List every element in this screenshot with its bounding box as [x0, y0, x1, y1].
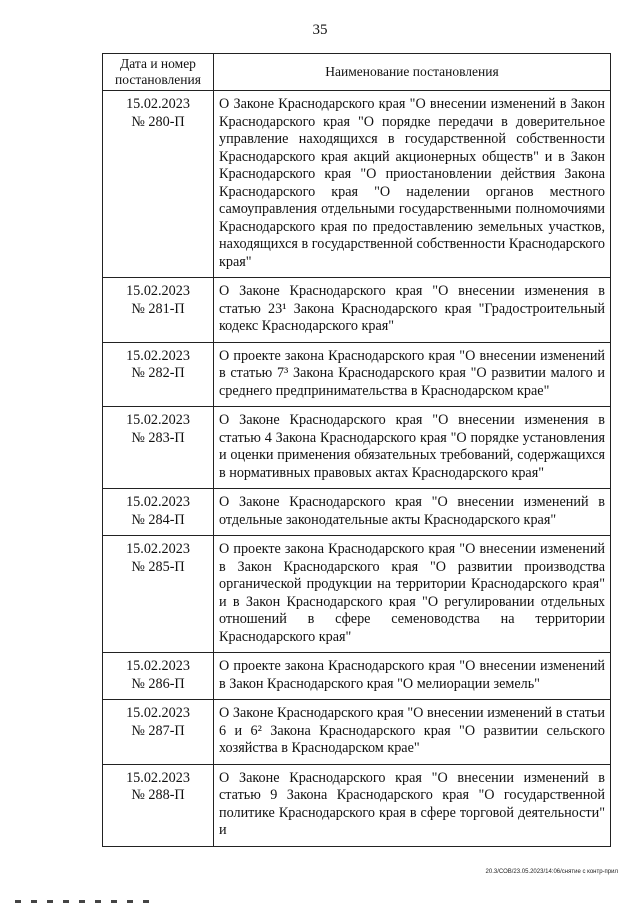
resolution-number: № 288-П — [131, 787, 185, 803]
date-number-cell — [103, 536, 214, 653]
header-date-number: Дата и номер постановления — [103, 54, 214, 91]
table-row — [103, 342, 611, 407]
footer-stamp: 20.3/СОВ/23.05.2023/14:06/снятие с контр-прил — [485, 869, 618, 875]
resolution-number: № 282-П — [131, 365, 185, 381]
date-number-cell — [103, 764, 214, 846]
resolution-number: № 283-П — [131, 429, 185, 446]
date-number-cell — [103, 653, 214, 700]
date-number-cell — [103, 407, 214, 489]
resolution-date: 15.02.2023 — [126, 494, 190, 510]
resolution-date: 15.02.2023 — [126, 347, 190, 364]
resolution-title: О Законе Краснодарского края "О внесении изменений в Закон Краснодарского края "О порядке передачи в доверительное управление находящихся в государственной собственности Краснодарского края акций акционерных обществ" и в Закон Краснодарского края "О приостановлении действия Закона Краснодарского края "О наделении органов местного самоуправления отдельными государственными полномочиями Краснодарского края по предоставлению земельных участков, находящихся в государственной собственности Краснодарского края" — [214, 91, 611, 278]
resolution-date: 15.02.2023 — [126, 541, 190, 557]
header-title: Наименование постановления — [214, 54, 611, 91]
resolution-date: 15.02.2023 — [126, 769, 190, 786]
resolution-date: 15.02.2023 — [126, 658, 190, 674]
date-number-cell — [103, 278, 214, 343]
resolution-number: № 284-П — [131, 511, 185, 528]
resolution-title: О проекте закона Краснодарского края "О внесении изменений в Закон Краснодарского края "О развитии производства органической продукции на территории Краснодарского края" и в Закон Краснодарского края "О регулировании отдельных отношений в сфере семеноводства на территории Краснодарского края" — [214, 536, 611, 653]
resolution-number: № 281-П — [131, 300, 185, 317]
resolution-title: О проекте закона Краснодарского края "О внесении изменений в Закон Краснодарского края "О мелиорации земель" — [214, 653, 611, 700]
resolution-title: О проекте закона Краснодарского края "О внесении изменений в статью 7³ Закона Краснодарского края "О развитии малого и среднего предпринимательства в Краснодарском крае" — [214, 342, 611, 407]
resolution-date: 15.02.2023 — [126, 412, 190, 428]
resolution-title: О Законе Краснодарского края "О внесении изменений в статьи 6 и 6² Закона Краснодарского края "О развитии сельского хозяйства в Краснодарском крае" — [214, 700, 611, 765]
table-row — [103, 700, 611, 765]
resolutions-table — [102, 53, 611, 847]
resolution-number: № 287-П — [131, 722, 185, 739]
table-row — [103, 407, 611, 489]
date-number-cell — [103, 342, 214, 407]
resolution-number: № 280-П — [131, 113, 185, 130]
resolution-date: 15.02.2023 — [126, 283, 190, 299]
date-number-cell — [103, 489, 214, 536]
resolution-date: 15.02.2023 — [126, 96, 190, 112]
resolution-title: О Законе Краснодарского края "О внесении изменения в статью 23¹ Закона Краснодарского края "Градостроительный кодекс Краснодарского края" — [214, 278, 611, 343]
scan-marks — [15, 890, 159, 908]
resolution-number: № 286-П — [131, 675, 185, 692]
resolution-title: О Законе Краснодарского края "О внесении изменений в отдельные законодательные акты Краснодарского края" — [214, 489, 611, 536]
resolution-date: 15.02.2023 — [126, 705, 190, 721]
date-number-cell — [103, 700, 214, 765]
table-row — [103, 653, 611, 700]
date-number-cell — [103, 91, 214, 278]
table-row — [103, 278, 611, 343]
table-row — [103, 91, 611, 278]
table-row — [103, 489, 611, 536]
table-row — [103, 764, 611, 846]
table-header-row — [103, 54, 611, 91]
resolution-title: О Законе Краснодарского края "О внесении изменения в статью 4 Закона Краснодарского края "О порядке установления и оценки применения обязательных требований, содержащихся в нормативных правовых актах Краснодарского края" — [214, 407, 611, 489]
resolution-title: О Законе Краснодарского края "О внесении изменений в статью 9 Закона Краснодарского края "О государственной политике Краснодарского края в сфере торговой деятельности" и — [214, 764, 611, 846]
resolution-number: № 285-П — [131, 558, 185, 575]
page-number: 35 — [312, 22, 328, 38]
table-row — [103, 536, 611, 653]
